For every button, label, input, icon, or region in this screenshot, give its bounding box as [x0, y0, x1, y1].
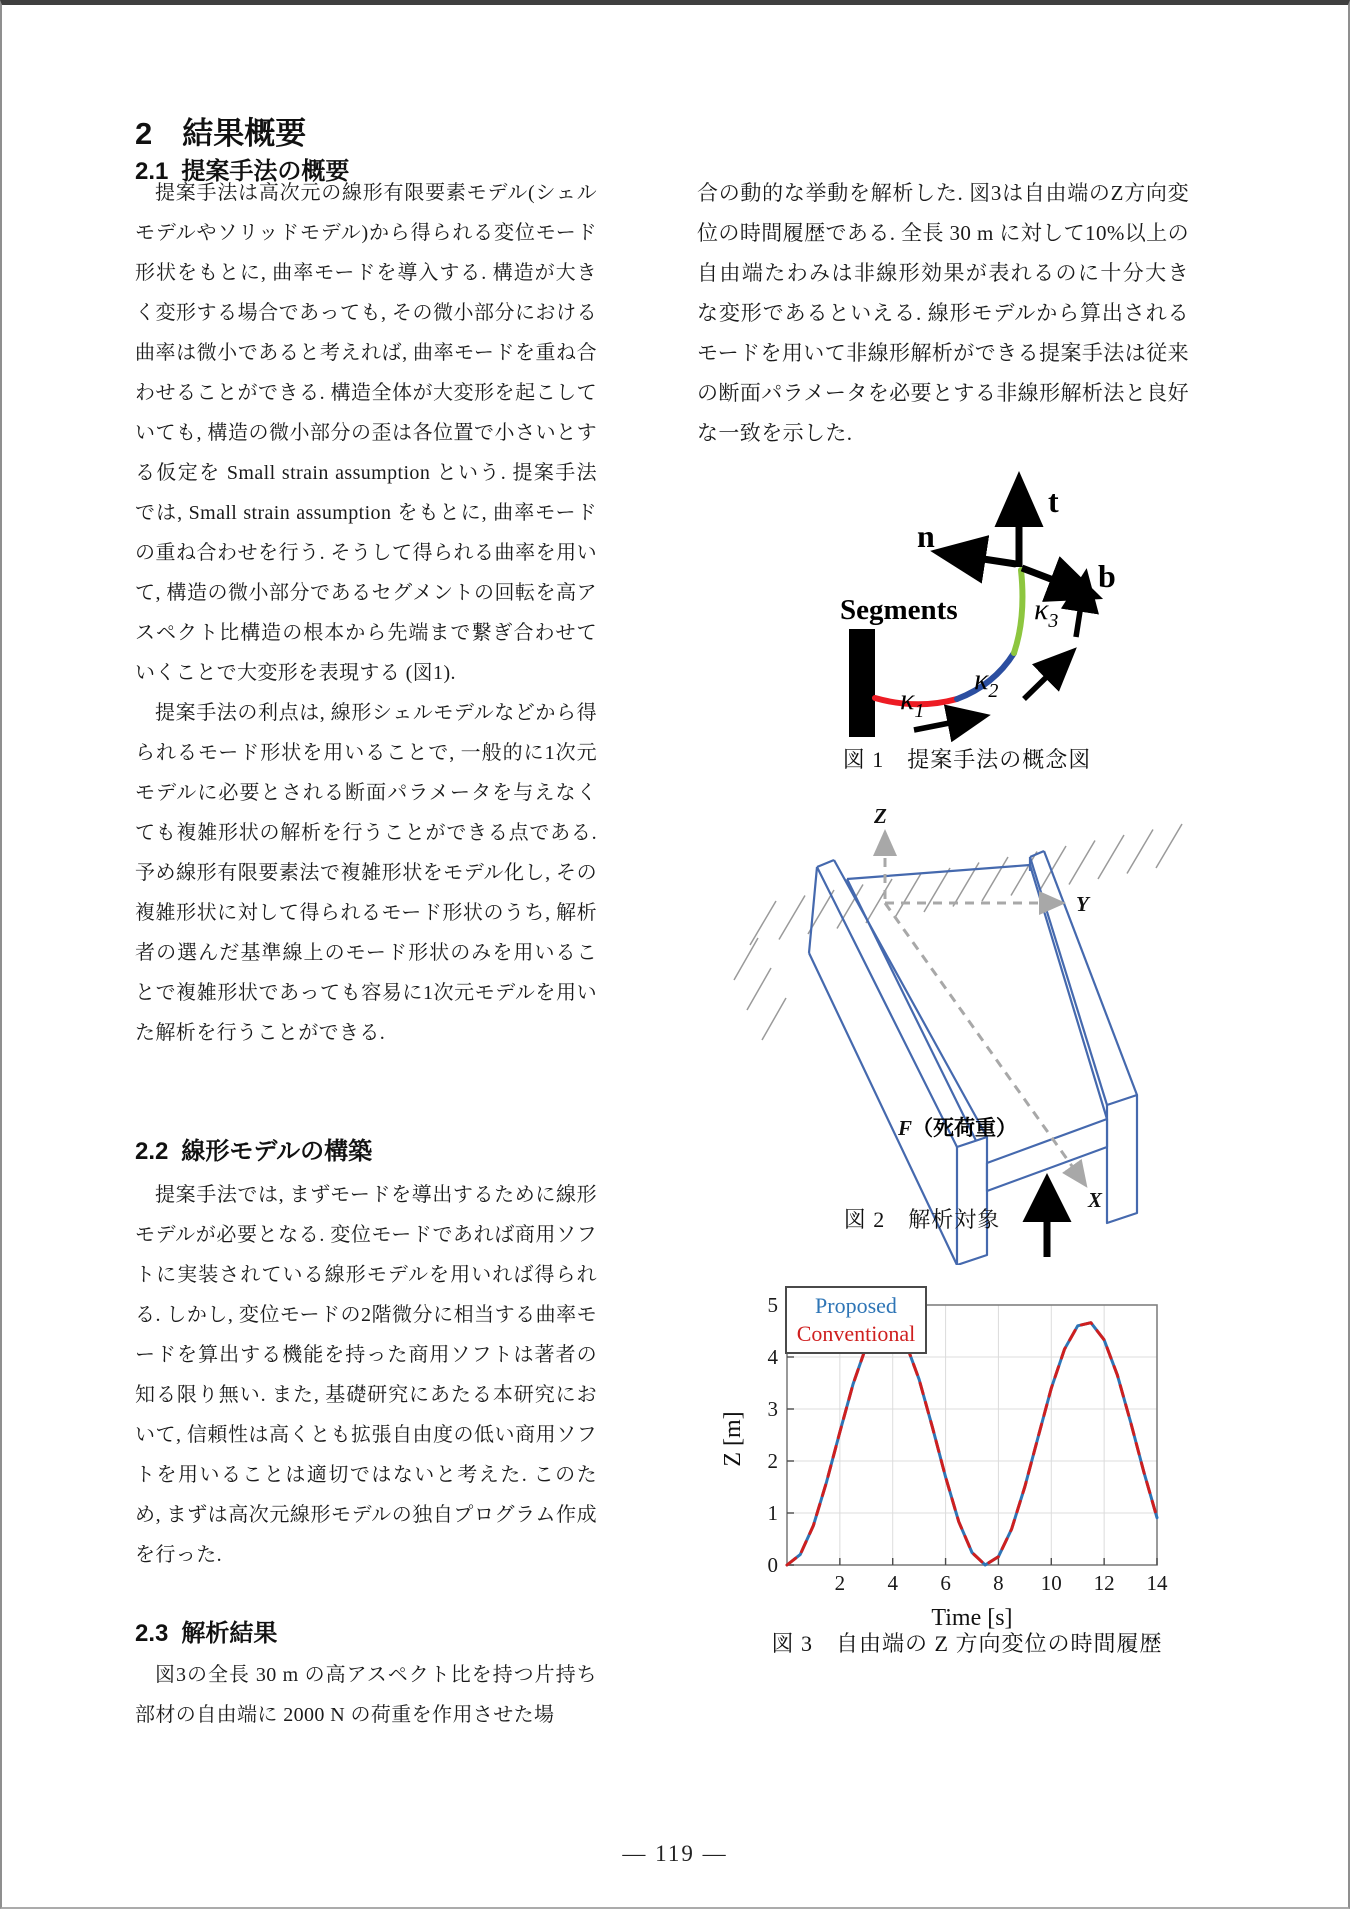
segments-label: Segments	[840, 594, 958, 626]
kappa-2-label: $\kappa_2$	[974, 663, 999, 702]
subsection-2-3-number: 2.3	[135, 1620, 169, 1647]
z-axis-label: Z	[874, 804, 887, 828]
svg-text:10: 10	[1040, 1571, 1062, 1595]
paragraph-2-2: 提案手法では, まずモードを導出するために線形モデルが必要となる. 変位モードであれば商用ソフトに実装されている線形モデルを用いれば得られる. しかし, 変位モードの2階微分に相当する曲率モードを算出する機能を持った商用ソフトは著者の知る限り無い. また, 基礎研究にあたる本研究において, 信頼性は高くとも拡張自由度の低い商用ソフトを用いることは適切ではないと考えた. このため, まずは高次元線形モデルの独自プログラム作成を行った.	[135, 1184, 597, 1566]
figure-1-concept-diagram	[822, 467, 1142, 752]
figure-2-caption: 図 2 解析対象	[843, 1207, 1001, 1232]
x-axis-label: X	[1088, 1188, 1103, 1212]
n-axis-arrow	[944, 553, 1016, 564]
legend-conventional: Conventional	[796, 1321, 916, 1346]
svg-text:6: 6	[940, 1571, 951, 1595]
svg-text:8: 8	[993, 1571, 1004, 1595]
right-column	[697, 173, 1189, 453]
subsection-2-3-title: 解析結果	[181, 1620, 278, 1647]
t-axis-label: t	[1048, 483, 1059, 519]
figure-1-caption: 図 1 提案手法の概念図	[842, 747, 1092, 772]
y-axis-label: Y	[1076, 892, 1089, 916]
chart-legend	[786, 1287, 926, 1353]
subsection-2-1-title: 提案手法の概要	[181, 158, 350, 185]
paragraph-2-1-a: 提案手法は高次元の線形有限要素モデル(シェルモデルやソリッドモデル)から得られる変位モード形状をもとに, 曲率モードを導入する. 構造が大きく変形する場合であっても, その微小部分における曲率は微小であると考えれば, 曲率モードを重ね合わせることができる. 構造全体が大変形を起こしていても, 構造の微小部分の歪は各位置で小さいとする仮定を Small strain assumption という. 提案手法では, Small strain assumption をもとに, 曲率モードの重ね合わせを行う. そうして得られる曲率を用いて, 構造の微小部分であるセグメントの回転を高アスペクト比構造の根本から先端まで繋ぎ合わせていくことで大変形を表現する (図1).	[135, 182, 597, 684]
figure-2-analysis-target	[692, 795, 1242, 1265]
figure-3-caption: 図 3 自由端の Z 方向変位の時間履歴	[771, 1631, 1163, 1656]
segment-3-green	[1014, 570, 1022, 653]
svg-text:4: 4	[887, 1571, 898, 1595]
section-title: 結果概要	[182, 116, 307, 151]
subsection-2-2-number: 2.2	[135, 1138, 169, 1165]
subsection-2-1-number: 2.1	[135, 158, 169, 185]
chart-xlabel: Time [s]	[931, 1605, 1013, 1631]
subsection-2-2-heading	[135, 1131, 372, 1166]
subsection-2-3-heading	[135, 1613, 277, 1648]
fixed-wall	[849, 629, 875, 737]
svg-text:0: 0	[767, 1553, 778, 1577]
b-axis-label: b	[1098, 558, 1116, 594]
section-heading	[135, 108, 306, 153]
left-column	[135, 173, 597, 1053]
svg-text:1: 1	[767, 1501, 778, 1525]
wall-hatching	[734, 824, 1182, 1040]
subsection-2-2-title: 線形モデルの構築	[181, 1138, 373, 1165]
svg-text:2: 2	[834, 1571, 846, 1595]
b-axis-arrow	[1022, 568, 1090, 594]
svg-text:14: 14	[1146, 1571, 1168, 1595]
paragraph-right: 合の動的な挙動を解析した. 図3は自由端のZ方向変位の時間履歴である. 全長 30 m に対して10%以上の自由端たわみは非線形効果が表れるのに十分大きな変形であるといえる. 線形モデルから算出されるモードを用いて非線形解析ができる提案手法は従来の断面パラメータを必要とする非線形解析法と良好な一致を示した.	[697, 181, 1189, 445]
svg-text:5: 5	[767, 1293, 778, 1317]
cross-section-left-flange	[957, 1137, 987, 1265]
page-number: — 119 —	[622, 1841, 728, 1866]
chart-ylabel: Z [m]	[720, 1411, 746, 1467]
svg-text:2: 2	[767, 1449, 778, 1473]
section-number: 2	[135, 116, 153, 151]
force-label: F（死荷重）	[898, 1116, 1018, 1140]
paragraph-2-3: 図3の全長 30 m の高アスペクト比を持つ片持ち部材の自由端に 2000 N の荷重を作用させた場	[135, 1664, 597, 1726]
svg-text:3: 3	[767, 1397, 778, 1421]
kappa-2-arrow	[1024, 655, 1069, 699]
left-column-2-2	[135, 1175, 597, 1575]
legend-proposed: Proposed	[815, 1293, 897, 1318]
n-axis-label: n	[917, 518, 935, 554]
kappa-3-label: $\kappa_3$	[1034, 593, 1059, 632]
figure-3-chart	[702, 1277, 1242, 1667]
left-column-2-3	[135, 1655, 597, 1735]
svg-text:4: 4	[767, 1345, 778, 1369]
paragraph-2-1-b: 提案手法の利点は, 線形シェルモデルなどから得られるモード形状を用いることで, 一般的に1次元モデルに必要とされる断面パラメータを与えなくても複雑形状の解析を行うことができる点である. 予め線形有限要素法で複雑形状をモデル化し, その複雑形状に対して得られるモード形状のうち, 解析者の選んだ基準線上のモード形状のみを用いることで複雑形状であっても容易に1次元モデルを用いた解析を行うことができる.	[135, 702, 597, 1044]
kappa-1-label: $\kappa_1$	[900, 683, 925, 722]
svg-text:12: 12	[1093, 1571, 1115, 1595]
